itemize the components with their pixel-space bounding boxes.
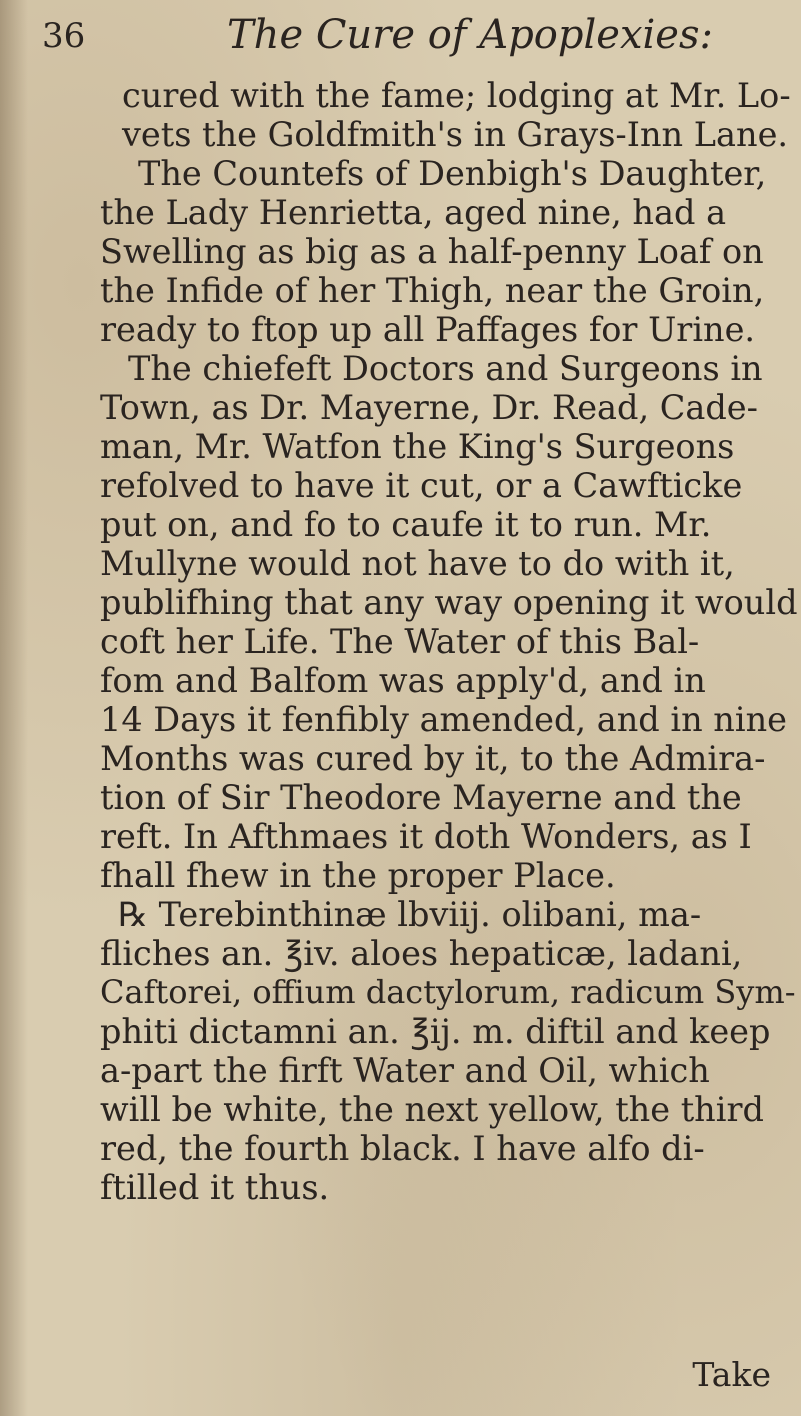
text-line: 14 Days it fenfibly amended, and in nine	[100, 700, 787, 739]
text-line: phiti dictamni an. ℥ij. m. diftil and keep	[100, 1012, 771, 1051]
text-line: put on, and fo to caufe it to run. Mr.	[100, 505, 712, 544]
text-line: The Countefs of Denbigh's Daughter,	[138, 154, 767, 193]
text-line: coft her Life. The Water of this Bal-	[100, 622, 700, 661]
text-line: tion of Sir Theodore Mayerne and the	[100, 778, 742, 817]
text-line: the Infide of her Thigh, near the Groin,	[100, 271, 765, 310]
text-line: fliches an. ℥iv. aloes hepaticæ, ladani,	[100, 934, 743, 973]
text-line: Mullyne would not have to do with it,	[100, 544, 735, 583]
text-line: refolved to have it cut, or a Cawfticke	[100, 466, 743, 505]
text-line: reft. In Afthmaes it doth Wonders, as I	[100, 817, 752, 856]
gutter-shadow	[0, 0, 28, 1416]
text-line: fhall fhew in the proper Place.	[100, 856, 616, 895]
running-title: The Cure of Apoplexies:	[227, 12, 713, 58]
text-line: man, Mr. Watfon the King's Surgeons	[100, 427, 735, 466]
page-number: 36	[42, 16, 86, 56]
text-line: the Lady Henrietta, aged nine, had a	[100, 193, 727, 232]
text-line: Town, as Dr. Mayerne, Dr. Read, Cade-	[100, 388, 758, 427]
text-line: The chiefeft Doctors and Surgeons in	[128, 349, 763, 388]
text-line: red, the fourth black. I have alfo di-	[100, 1129, 705, 1168]
text-line: cured with the fame; lodging at Mr. Lo-	[122, 76, 791, 115]
text-line: ftilled it thus.	[100, 1168, 330, 1207]
catchword: Take	[692, 1355, 771, 1394]
text-line: Months was cured by it, to the Admira-	[100, 739, 766, 778]
text-line: fom and Balfom was apply'd, and in	[100, 661, 706, 700]
text-line: publifhing that any way opening it would	[100, 583, 798, 622]
text-line: ℞ Terebinthinæ lbviij. olibani, ma-	[118, 895, 702, 934]
text-line: ready to ftop up all Paffages for Urine.	[100, 310, 756, 349]
text-line: will be white, the next yellow, the third	[100, 1090, 764, 1129]
text-line: Swelling as big as a half-penny Loaf on	[100, 232, 764, 271]
text-line: a-part the firft Water and Oil, which	[100, 1051, 710, 1090]
text-line: Caftorei, offium dactylorum, radicum Sym-	[100, 973, 796, 1011]
body-text	[100, 76, 800, 1207]
text-line: vets the Goldfmith's in Grays-Inn Lane.	[122, 115, 789, 154]
page-header	[0, 6, 801, 68]
